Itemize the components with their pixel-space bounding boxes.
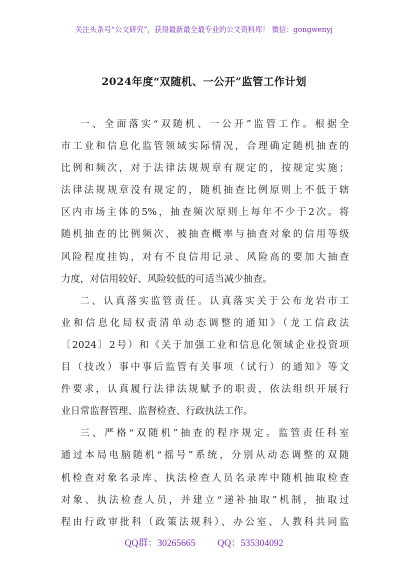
- paragraph-line: 一、全面落实“双随机、一公开”监管工作。根据全: [80, 119, 349, 130]
- qq-number: QQ：535304092: [217, 539, 284, 549]
- footer-contact: [0, 535, 408, 549]
- qq-group-number: QQ群：30265665: [124, 539, 196, 549]
- paragraph-line: 风险程度挂钩，对有不良信用记录、风险高的要加大抽查: [61, 251, 349, 263]
- paragraph-line: 对象、执法检查人员，并建立“递补抽取”机制，抽取过: [61, 494, 349, 506]
- paragraph-line: 二、认真落实监管责任。认真落实关于公布龙岩市工: [80, 295, 349, 307]
- paragraph-line: 程由行政审批科（政策法规科）、办公室、人教科共同监: [61, 516, 349, 528]
- paragraph-line: 比例和频次，对于法律法规规章有规定的，按规定实施；: [61, 163, 349, 175]
- paragraph-line: 力度，对信用较好、风险较低的可适当减少抽查。: [61, 273, 273, 285]
- paragraph-line: 〔2024〕2号）和《关于加强工业和信息化领域企业投资项: [61, 339, 349, 351]
- paragraph-line: 三、严格“双随机”抽查的程序规定。监管责任科室: [80, 428, 349, 440]
- paragraph-line: 业和信息化局权责清单动态调整的通知》（龙工信政法: [61, 317, 349, 329]
- header-banner: 关注头条号“公文研究”，获得最新最全最专业的公文资料库！ 微信：gongwenyj: [75, 25, 333, 34]
- document-body: [61, 114, 349, 534]
- document-title: 2024年度“双随机、一公开”监管工作计划: [101, 76, 307, 88]
- paragraph-line: 市工业和信息化监管领域实际情况，合理确定随机抽查的: [61, 141, 349, 153]
- paragraph-line: 通过本局电脑随机“摇号”系统，分别从动态调整的双随: [61, 450, 349, 462]
- paragraph-line: 法律法规规章没有规定的，随机抽查比例原则上不低于辖: [61, 185, 349, 197]
- paragraph-line: 区内市场主体的5%，抽查频次原则上每年不少于2次。将: [61, 207, 349, 219]
- paragraph-line: 件要求，认真履行法律法规赋予的职责，依法组织开展行: [61, 384, 349, 396]
- paragraph-line: 目（技改）事中事后监管有关事项（试行）的通知》等文: [61, 362, 349, 374]
- paragraph-line: 随机抽查的比例频次、被抽查概率与抽查对象的信用等级: [61, 229, 349, 241]
- paragraph-line: 机检查对象名录库、执法检查人员名录库中随机抽取检查: [61, 472, 349, 484]
- paragraph-line: 业日常监督管理、监督检查、行政执法工作。: [61, 406, 253, 418]
